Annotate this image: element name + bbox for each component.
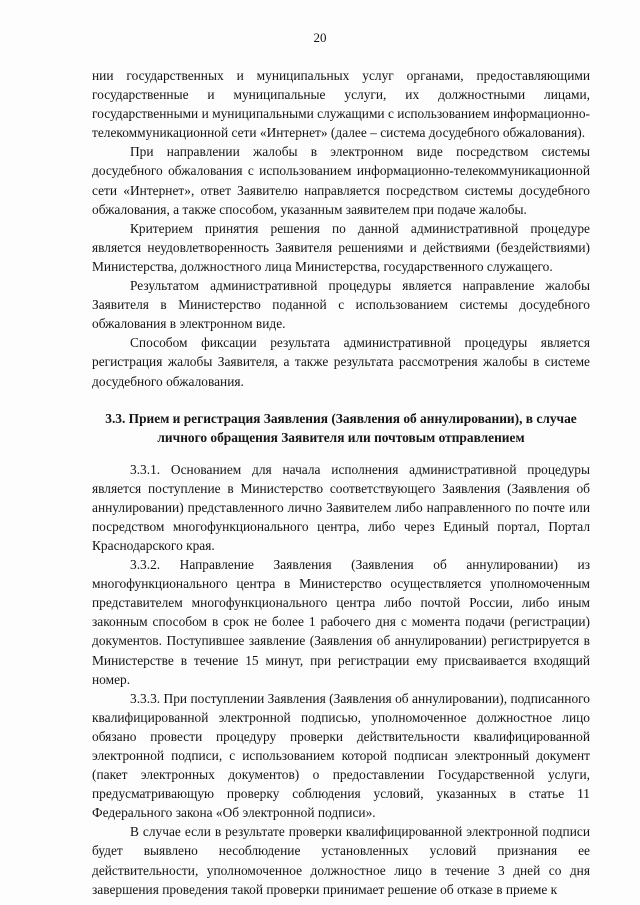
paragraph: 3.3.3. При поступлении Заявления (Заявления об аннулировании), подписанного квалифицированной электронной подписью, уполномоченное должностное лицо обязано провести процедуру проверки действительности квалифицированной электронной подписи, с использованием которой подписан электронный документ (пакет электронных документов) о предоставлении Государственной услуги, предусматривающую проверку соблюдения условий, указанных в статье 11 Федерального закона «Об электронной подписи».: [92, 690, 590, 821]
paragraph: 3.3.2. Направление Заявления (Заявления об аннулировании) из многофункционального центра в Министерство осуществляется уполномоченным представителем многофункционального центра либо почтой России, либо иным законным способом в срок не более 1 рабочего дня с момента подачи (регистрации) документов. Поступившее заявление (Заявления об аннулировании) регистрируется в Министерстве в течение 15 минут, при регистрации ему присваивается входящий номер.: [92, 557, 590, 687]
paragraph: Способом фиксации результата административной процедуры является регистрация жалобы Заявителя, а также результата рассмотрения жалобы в системе досудебного обжалования.: [92, 335, 590, 389]
paragraph: нии государственных и муниципальных услуг органами, предоставляющими государственные и муниципальные услуги, их должностными лицами, государственными и муниципальными служащими с использованием информационно-телекоммуникационной сети «Интернет» (далее – система досудебного обжалования).: [92, 68, 590, 141]
page-number: 20: [313, 30, 327, 45]
paragraph: 3.3.1. Основанием для начала исполнения административной процедуры является поступление в Министерство соответствующего Заявления (Заявления об аннулировании) представленного лично Заявителем либо направленного по почте или посредством многофункционального центра, либо через Единый портал, Портал Краснодарского края.: [92, 461, 590, 553]
document-body: [92, 66, 590, 899]
section-heading: 3.3. Прием и регистрация Заявления (Заявления об аннулировании), в случае личного обращения Заявителя или почтовым отправлением: [105, 410, 577, 445]
paragraph: Критерием принятия решения по данной административной процедуре является неудовлетворенность Заявителя решениями и действиями (бездействиями) Министерства, должностного лица Министерства, государственного служащего.: [92, 220, 590, 274]
paragraph: Результатом административной процедуры является направление жалобы Заявителя в Министерство поданной с использованием системы досудебного обжалования в электронном виде.: [92, 278, 590, 332]
paragraph: При направлении жалобы в электронном виде посредством системы досудебного обжалования с использованием информационно-телекоммуникационной сети «Интернет», ответ Заявителю направляется посредством системы досудебного обжалования, а также способом, указанным заявителем при подаче жалобы.: [92, 144, 590, 217]
paragraph: В случае если в результате проверки квалифицированной электронной подписи будет выявлено несоблюдение установленных условий признания ее действительности, уполномоченное должностное лицо в течение 3 дней со дня завершения проведения такой проверки принимает решение об отказе в приеме к: [92, 824, 590, 897]
